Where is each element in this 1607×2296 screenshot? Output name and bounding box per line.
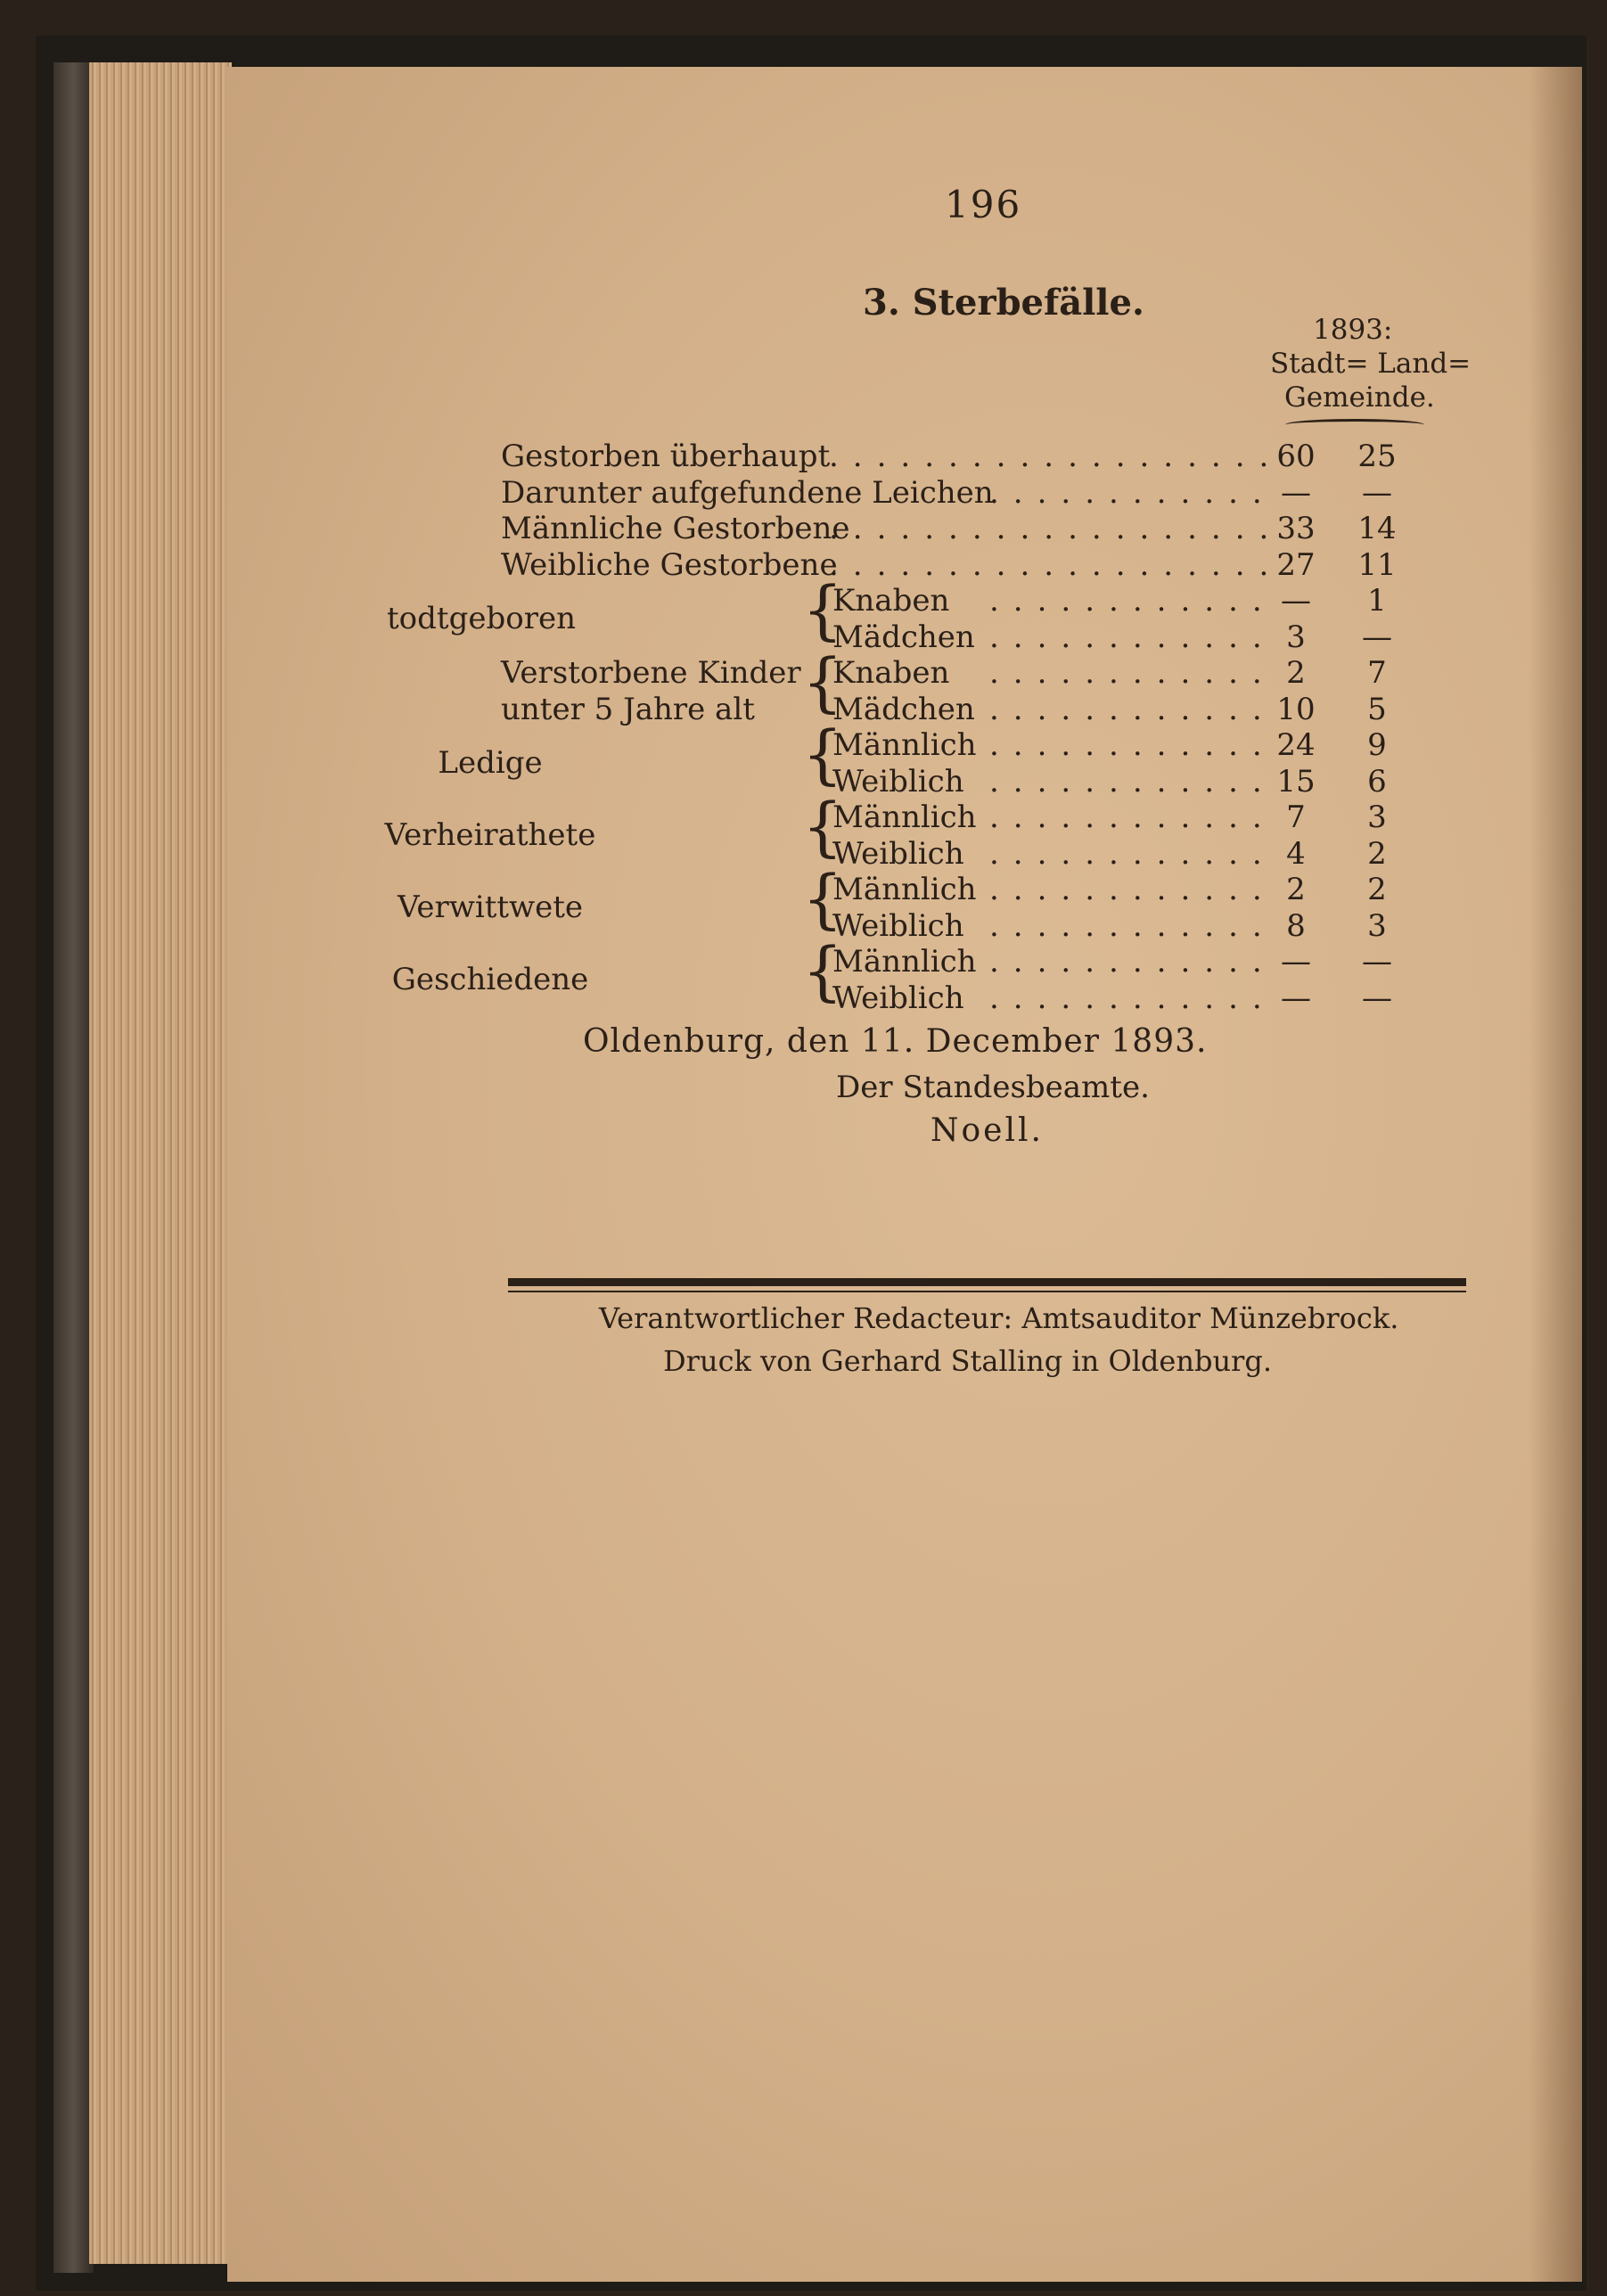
value-land: 3 bbox=[1367, 907, 1387, 944]
leader-dots: ............ bbox=[989, 727, 1276, 763]
leader-dots: ............ bbox=[989, 691, 1276, 727]
book-spine bbox=[53, 62, 94, 2273]
value-stadt: 10 bbox=[1276, 691, 1316, 727]
sub-label: Knaben bbox=[832, 583, 950, 619]
leader-dots: ............ bbox=[989, 763, 1276, 800]
page-gutter-shadow bbox=[1529, 67, 1582, 2282]
value-land: — bbox=[1362, 980, 1392, 1016]
value-land: 2 bbox=[1367, 872, 1387, 907]
value-land: — bbox=[1362, 619, 1392, 655]
value-land: 7 bbox=[1367, 655, 1387, 691]
leader-dots: ............ bbox=[989, 907, 1276, 944]
value-stadt: 8 bbox=[1286, 907, 1306, 944]
sub-label: Weiblich bbox=[832, 980, 964, 1016]
page-number: 196 bbox=[945, 183, 1022, 226]
page-edges bbox=[89, 62, 232, 2264]
value-land: 3 bbox=[1367, 800, 1387, 835]
sub-label: Männlich bbox=[832, 800, 977, 835]
value-land: 14 bbox=[1357, 511, 1397, 546]
signature-title: Der Standesbeamte. bbox=[836, 1070, 1150, 1105]
leader-dots: ................... bbox=[829, 511, 1283, 546]
value-stadt: 27 bbox=[1276, 546, 1316, 583]
row-label: Gestorben überhaupt bbox=[501, 439, 831, 474]
value-stadt: — bbox=[1281, 980, 1311, 1016]
value-stadt: 3 bbox=[1286, 619, 1306, 655]
sub-label: Männlich bbox=[832, 727, 977, 763]
value-stadt: 33 bbox=[1276, 511, 1316, 546]
sub-label: Männlich bbox=[832, 872, 977, 907]
value-land: 11 bbox=[1357, 546, 1397, 583]
group-label-line2: unter 5 Jahre alt bbox=[501, 691, 755, 727]
row-label: Weibliche Gestorbene bbox=[501, 546, 838, 583]
leader-dots: ............ bbox=[989, 944, 1276, 980]
group-brace: { bbox=[802, 789, 843, 864]
leader-dots: ............ bbox=[989, 583, 1276, 619]
row-label: Darunter aufgefundene Leichen bbox=[501, 474, 994, 511]
footer-rule-thin bbox=[508, 1291, 1466, 1292]
sub-label: Mädchen bbox=[832, 619, 975, 655]
sub-label: Weiblich bbox=[832, 907, 964, 944]
value-stadt: — bbox=[1281, 583, 1311, 619]
sub-label: Weiblich bbox=[832, 763, 964, 800]
footer-editor: Verantwortlicher Redacteur: Amtsauditor Münzebrock. bbox=[599, 1301, 1399, 1335]
row-label: Männliche Gestorbene bbox=[501, 511, 850, 546]
footer-rule-thick bbox=[508, 1278, 1466, 1286]
group-label: Ledige bbox=[438, 745, 543, 782]
value-stadt: 15 bbox=[1276, 763, 1316, 800]
group-label: Verwittwete bbox=[397, 890, 584, 926]
leader-dots: ............ bbox=[989, 872, 1276, 907]
group-brace: { bbox=[802, 572, 843, 647]
group-brace: { bbox=[802, 717, 843, 791]
column-header-brace bbox=[1285, 419, 1424, 430]
leader-dots: ............ bbox=[989, 980, 1276, 1016]
sub-label: Mädchen bbox=[832, 691, 975, 727]
leader-dots: ................... bbox=[829, 546, 1283, 583]
leader-dots: ............ bbox=[989, 835, 1276, 872]
leader-dots: ............ bbox=[989, 619, 1276, 655]
value-stadt: 4 bbox=[1286, 835, 1306, 872]
section-heading: 3. Sterbefälle. bbox=[863, 282, 1144, 324]
group-label: Verheirathete bbox=[384, 817, 596, 854]
sub-label: Weiblich bbox=[832, 835, 964, 872]
value-stadt: 2 bbox=[1286, 655, 1306, 691]
sub-label: Knaben bbox=[832, 655, 950, 691]
value-stadt: 24 bbox=[1276, 727, 1316, 763]
value-land: 1 bbox=[1367, 583, 1387, 619]
leader-dots: ............ bbox=[989, 800, 1276, 835]
value-stadt: 60 bbox=[1276, 439, 1316, 474]
group-brace: { bbox=[802, 644, 843, 719]
group-label: Verstorbene Kinder bbox=[501, 655, 801, 691]
sub-label: Männlich bbox=[832, 944, 977, 980]
value-land: — bbox=[1362, 944, 1392, 980]
footer-printer: Druck von Gerhard Stalling in Oldenburg. bbox=[663, 1344, 1272, 1378]
value-land: — bbox=[1362, 474, 1392, 511]
column-header-stadt-land: Stadt= Land= bbox=[1270, 348, 1472, 380]
group-label: todtgeboren bbox=[387, 601, 576, 637]
signature-place-date: Oldenburg, den 11. December 1893. bbox=[583, 1023, 1208, 1060]
value-stadt: 7 bbox=[1286, 800, 1306, 835]
group-brace: { bbox=[802, 861, 843, 936]
value-stadt: — bbox=[1281, 474, 1311, 511]
value-stadt: — bbox=[1281, 944, 1311, 980]
leader-dots: ............ bbox=[989, 655, 1276, 691]
value-stadt: 2 bbox=[1286, 872, 1306, 907]
value-land: 5 bbox=[1367, 691, 1387, 727]
leader-dots: ................... bbox=[829, 439, 1283, 474]
group-label: Geschiedene bbox=[391, 962, 589, 998]
value-land: 25 bbox=[1357, 439, 1397, 474]
signature-name: Noell. bbox=[931, 1112, 1044, 1149]
value-land: 9 bbox=[1367, 727, 1387, 763]
column-header-gemeinde: Gemeinde. bbox=[1284, 381, 1435, 414]
column-header-year: 1893: bbox=[1313, 314, 1393, 346]
leader-dots: ............ bbox=[989, 474, 1276, 511]
value-land: 6 bbox=[1367, 763, 1387, 800]
value-land: 2 bbox=[1367, 835, 1387, 872]
group-brace: { bbox=[802, 933, 843, 1008]
